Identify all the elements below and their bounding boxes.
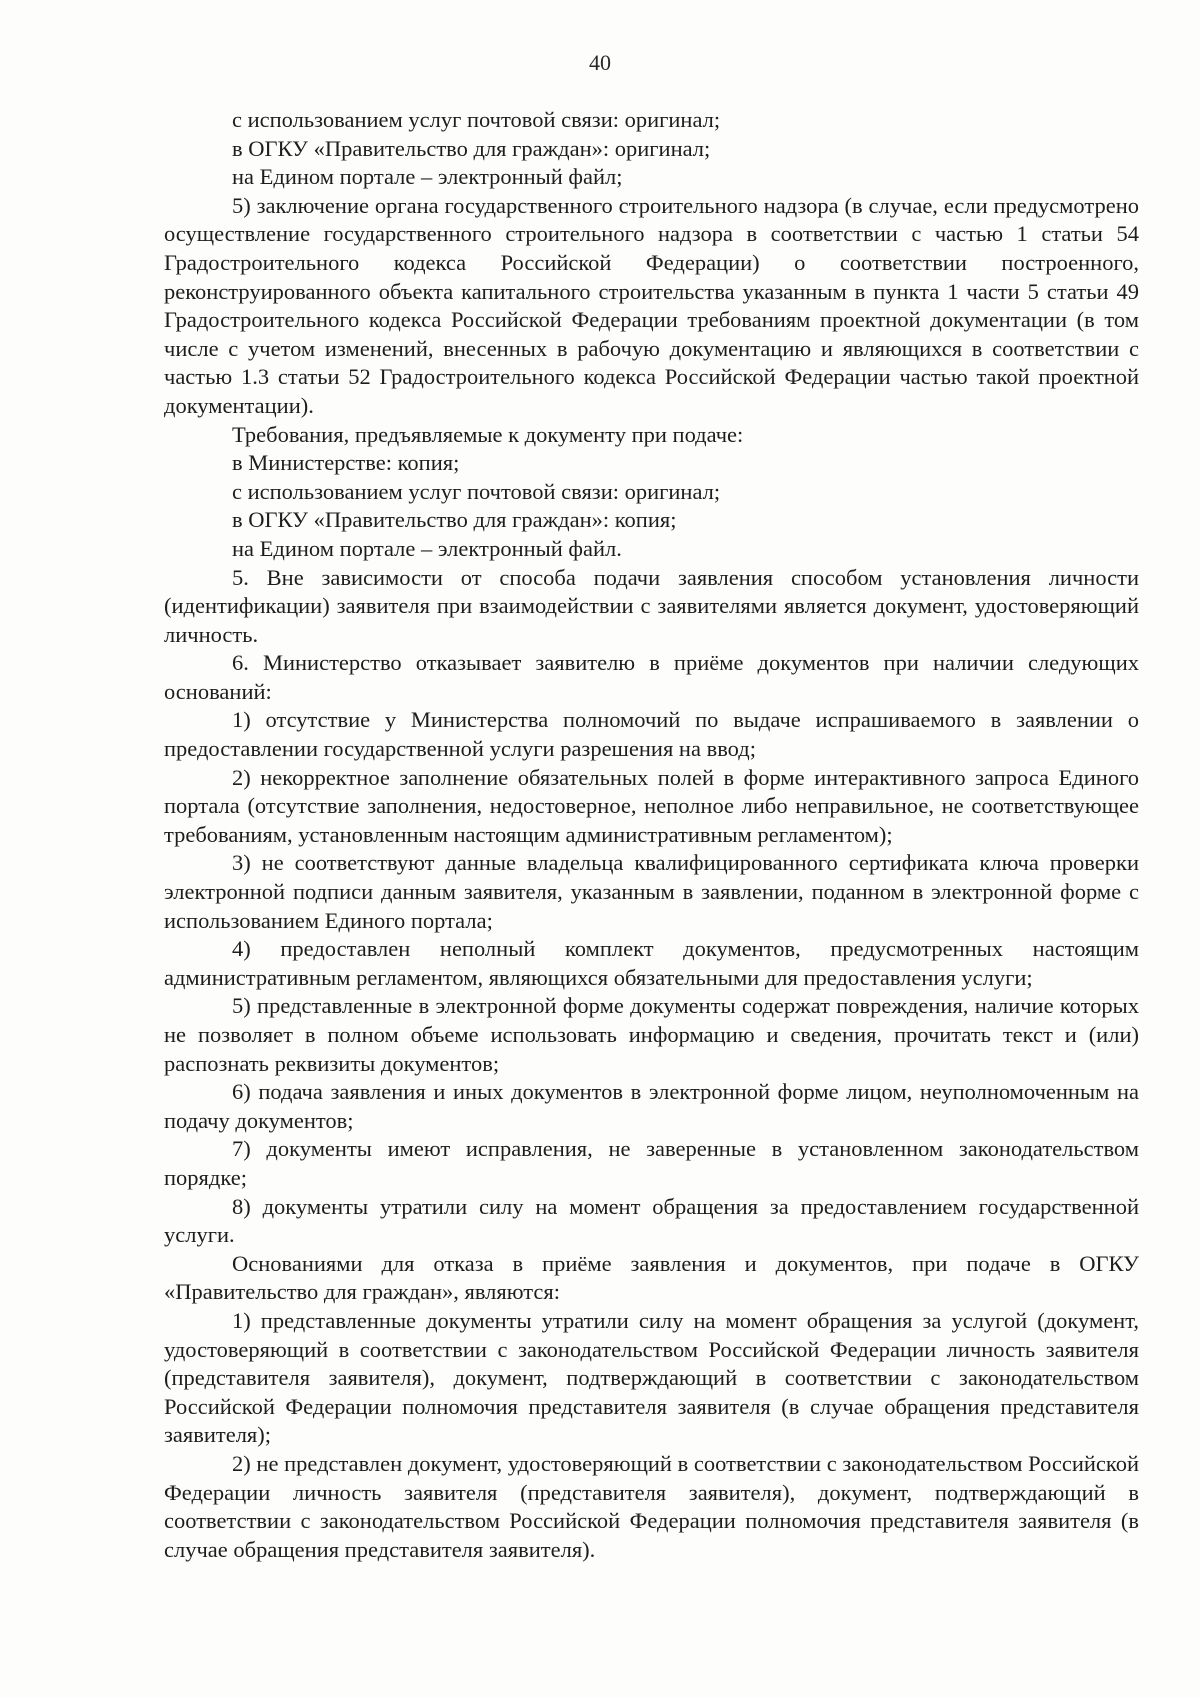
paragraph: 8) документы утратили силу на момент обращения за предоставлением государственной услуги. <box>164 1193 1139 1248</box>
paragraph: в Министерстве: копия; <box>232 450 460 476</box>
paragraph: 6. Министерство отказывает заявителю в приёме документов при наличии следующих оснований: <box>164 650 1139 704</box>
paragraph: на Едином портале – электронный файл; <box>232 164 623 190</box>
page-number: 40 <box>589 50 611 75</box>
paragraph: с использованием услуг почтовой связи: оригинал; <box>232 478 721 504</box>
paragraph: 1) представленные документы утратили силу на момент обращения за услугой (документ, удостоверяющий в соответствии с законодательством Российской Федерации личность заявителя (представителя заявителя), документ, подтверждающий в соответствии с законодательством Российской Федерации полномочия представителя заявителя (в случае обращения представителя заявителя); <box>164 1307 1139 1448</box>
paragraph: на Едином портале – электронный файл. <box>232 535 622 561</box>
paragraph: в ОГКУ «Правительство для граждан»: копия; <box>232 507 677 533</box>
paragraph: 6) подача заявления и иных документов в электронной форме лицом, неуполномоченным на подачу документов; <box>164 1079 1139 1133</box>
paragraph: 2) некорректное заполнение обязательных полей в форме интерактивного запроса Единого портала (отсутствие заполнения, недостоверное, неполное либо неправильное, не соответствующее требованиям, установленным настоящим административным регламентом); <box>164 764 1139 847</box>
paragraph: Основаниями для отказа в приёме заявления и документов, при подаче в ОГКУ «Правительство для граждан», являются: <box>164 1250 1139 1305</box>
paragraph: 5. Вне зависимости от способа подачи заявления способом установления личности (идентификации) заявителя при взаимодействии с заявителями является документ, удостоверяющий личность. <box>164 564 1139 647</box>
paragraph: с использованием услуг почтовой связи: оригинал; <box>232 107 721 132</box>
paragraph: 5) представленные в электронной форме документы содержат повреждения, наличие которых не позволяет в полном объеме использовать информацию и сведения, прочитать текст и (или) распознать реквизиты документов; <box>164 993 1139 1076</box>
paragraph: 7) документы имеют исправления, не заверенные в установленном законодательством порядке; <box>164 1136 1139 1190</box>
paragraph: 2) не представлен документ, удостоверяющий в соответствии с законодательством Российской Федерации личность заявителя (представителя заявителя), документ, подтверждающий в соответствии с законодательством Российской Федерации полномочия представителя заявителя (в случае обращения представителя заявителя). <box>164 1450 1139 1562</box>
paragraph: 3) не соответствуют данные владельца квалифицированного сертификата ключа проверки электронной подписи данным заявителя, указанным в заявлении, поданном в электронной форме с использованием Единого портала; <box>164 850 1139 933</box>
paragraph: 1) отсутствие у Министерства полномочий по выдаче испрашиваемого в заявлении о предоставлении государственной услуги разрешения на ввод; <box>164 707 1139 762</box>
document-body <box>164 106 1139 1564</box>
paragraph: 4) предоставлен неполный комплект документов, предусмотренных настоящим административным регламентом, являющихся обязательными для предоставления услуги; <box>164 936 1139 990</box>
paragraph: в ОГКУ «Правительство для граждан»: оригинал; <box>232 135 711 161</box>
paragraph: Требования, предъявляемые к документу при подаче: <box>232 421 744 447</box>
paragraph: 5) заключение органа государственного строительного надзора (в случае, если предусмотрено осуществление государственного строительного надзора в соответствии с частью 1 статьи 54 Градостроительного кодекса Российской Федерации) о соответствии построенного, реконструированного объекта капитального строительства указанным в пункта 1 части 5 статьи 49 Градостроительного кодекса Российской Федерации требованиям проектной документации (в том числе с учетом изменений, внесенных в рабочую документацию и являющихся в соответствии с частью 1.3 статьи 52 Градостроительного кодекса Российской Федерации частью такой проектной документации). <box>164 192 1139 418</box>
